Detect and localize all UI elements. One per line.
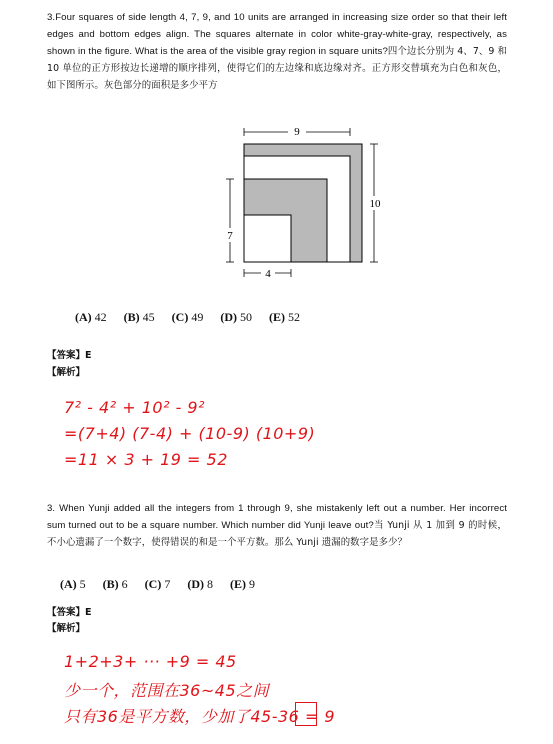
question-1-analysis-label: 【解析】 xyxy=(47,367,86,378)
choice-c[interactable]: (C) 7 xyxy=(144,577,171,591)
q1-work-line-1: 7² - 4² + 10² - 9² xyxy=(64,398,206,417)
label-right: 10 xyxy=(369,198,381,210)
square-4 xyxy=(244,215,291,262)
question-2-choices xyxy=(60,577,269,592)
choice-c[interactable]: (C) 49 xyxy=(171,310,204,324)
squares-figure xyxy=(218,122,388,282)
question-1-english: 3.Four squares of side length 4, 7, 9, and 10 units are arranged in increasing size order so that their left edges and bottom edges align. The squares alternate in color white-gray-white-gray, respectively, as shown in the figure. What is the area of the visible gray region in square units? xyxy=(47,12,507,57)
q2-work-line-2: 少一个，范围在36~45之间 xyxy=(64,681,270,700)
choice-e[interactable]: (E) 52 xyxy=(269,310,301,324)
question-2-text xyxy=(47,500,507,551)
question-1-choices xyxy=(75,310,314,325)
question-2-english: 3. When Yunji added all the integers from 1 through 9, she mistakenly left out a number. Her incorrect sum turned out to be a square number. Which number did Yunji leave out? xyxy=(47,503,507,531)
label-bottom: 4 xyxy=(265,268,271,280)
choice-d[interactable]: (D) 8 xyxy=(187,577,214,591)
label-left: 7 xyxy=(227,230,233,242)
choice-d[interactable]: (D) 50 xyxy=(220,310,253,324)
q1-work-line-3: =11 × 3 + 19 = 52 xyxy=(64,450,228,469)
q2-work-line-1: 1+2+3+ ··· +9 = 45 xyxy=(64,652,237,671)
question-2-chinese: 当 Yunji 从 1 加到 9 的时候，不小心遗漏了一个数字，使得错误的和是一个平方数。那么 Yunji 遗漏的数字是多少？ xyxy=(47,520,507,548)
answer-box xyxy=(295,702,317,726)
choice-b[interactable]: (B) 45 xyxy=(123,310,155,324)
q2-work-line-3: 只有36是平方数，少加了45-36 = 9 xyxy=(64,707,336,726)
choice-a[interactable]: (A) 42 xyxy=(75,310,107,324)
question-2-analysis-label: 【解析】 xyxy=(47,623,86,634)
question-1-text xyxy=(47,9,507,94)
question-1-answer: 【答案】E xyxy=(47,350,92,361)
choice-a[interactable]: (A) 5 xyxy=(60,577,86,591)
label-top: 9 xyxy=(294,126,300,138)
question-1-chinese: 四个边长分别为 4、7、9 和 10 单位的正方形按边长递增的顺序排列，使得它们的左边缘和底边缘对齐。正方形交替填充为白色和灰色，如下图所示。灰色部分的面积是多少平方 xyxy=(47,46,508,91)
q1-work-line-2: =(7+4) (7-4) + (10-9) (10+9) xyxy=(64,424,316,443)
choice-b[interactable]: (B) 6 xyxy=(102,577,128,591)
choice-e[interactable]: (E) 9 xyxy=(230,577,256,591)
question-2-answer: 【答案】E xyxy=(47,607,92,618)
